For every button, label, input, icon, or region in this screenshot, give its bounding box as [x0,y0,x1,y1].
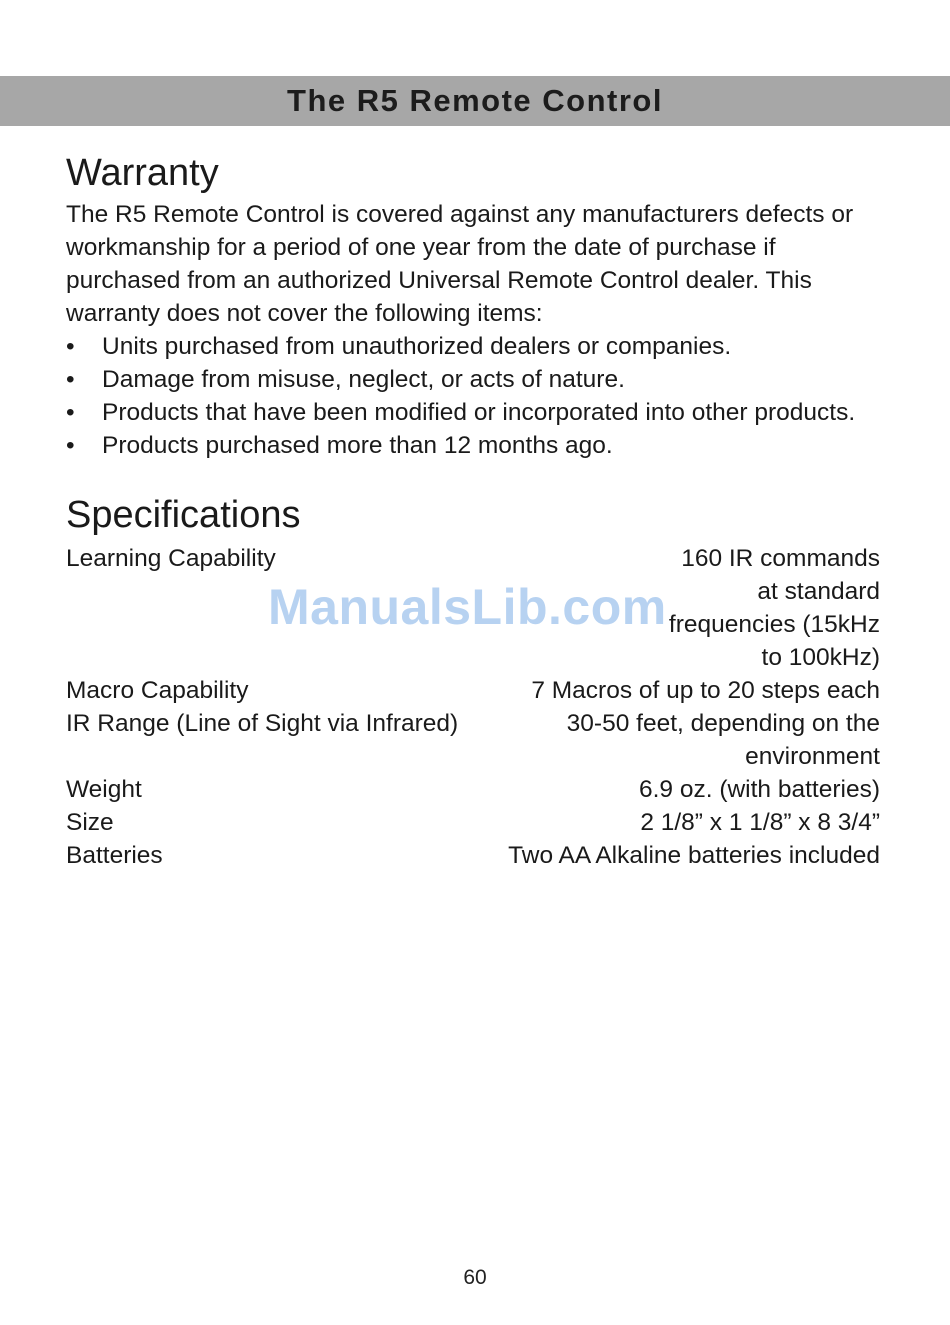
bullet-icon: • [66,366,75,393]
list-item [66,429,880,462]
list-item-text: Products that have been modified or incorporated into other products. [102,399,856,426]
list-item [66,330,880,363]
bullet-icon: • [66,399,75,426]
spec-label: Weight [66,776,142,803]
spec-label: Size [66,809,114,836]
specifications-table [66,542,880,872]
spec-value: 2 1/8” x 1 1/8” x 8 3/4” [640,809,880,836]
header-bar [0,76,950,126]
list-item-text: Units purchased from unauthorized dealers or companies. [102,333,732,360]
spec-label: Macro Capability [66,677,249,704]
table-row [66,806,880,839]
table-row [66,839,880,872]
page-title: The R5 Remote Control [287,83,663,118]
warranty-heading: Warranty [66,152,219,194]
spec-label: IR Range (Line of Sight via Infrared) [66,710,459,737]
spec-label: Batteries [66,842,163,869]
list-item-text: Damage from misuse, neglect, or acts of nature. [102,366,625,393]
page-content [66,148,880,872]
list-item [66,363,880,396]
table-row [66,707,880,773]
bullet-icon: • [66,333,75,360]
watermark-text: ManualsLib.com [268,579,667,635]
spec-value: 7 Macros of up to 20 steps each [531,677,880,704]
warranty-paragraph: The R5 Remote Control is covered against any manufacturers defects or workmanship for a period of one year from the date of purchase if purchased from an authorized Universal Remote Control dealer. This warranty does not cover the following items: [66,201,854,327]
table-row [66,542,880,674]
warranty-exclusions-list [66,330,880,462]
bullet-icon: • [66,432,75,459]
spec-value: Two AA Alkaline batteries included [508,842,880,869]
spec-value: 6.9 oz. (with batteries) [638,776,880,803]
page-number: 60 [463,1266,487,1289]
list-item [66,396,880,429]
specifications-heading: Specifications [66,494,301,536]
table-row [66,773,880,806]
table-row [66,674,880,707]
spec-label: Learning Capability [66,545,276,572]
spec-value: 30-50 feet, depending on the environment [566,710,880,770]
list-item-text: Products purchased more than 12 months ago. [102,432,613,459]
spec-value: 160 IR commands at standard frequencies (15kHz to 100kHz) [668,545,880,671]
